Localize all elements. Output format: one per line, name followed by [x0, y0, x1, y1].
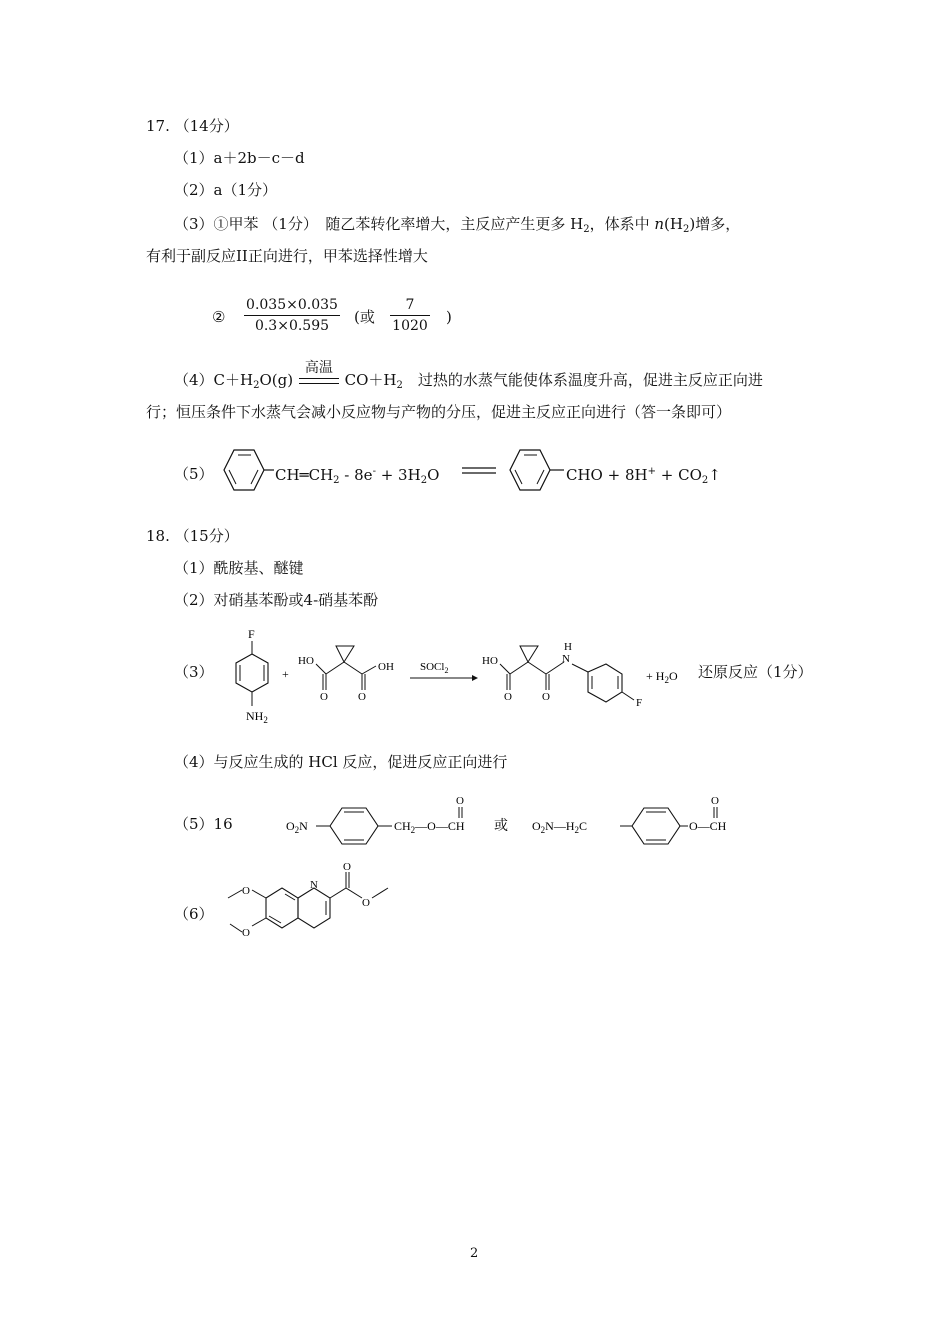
product-hydroxy-label: HO	[482, 655, 498, 667]
ester-carbonyl-O: O	[343, 861, 351, 873]
ester-O: O	[362, 897, 370, 909]
q18-part3-reaction-type: 还原反应（1分）	[698, 663, 813, 681]
q17-fraction-1: 0.035×0.035 0.3×0.595	[244, 297, 340, 334]
q18-part5-label: （5）16	[174, 815, 233, 833]
formate-chain-2: O—CH	[689, 819, 727, 833]
ester-chain-1: $CH_2—O—CH$	[394, 819, 465, 835]
benzene-ring-benzaldehyde	[500, 446, 564, 496]
hydroxy-label-2: OH	[378, 661, 394, 673]
benzene-ring-styrene	[214, 446, 274, 496]
amino-label: $NH_2$	[246, 709, 268, 725]
q17-part4-line1: $(4)C+H_2O(g)$ 高温 $CO+H_2$ 过热的水蒸气能使体系温度升高，促进主反应正向进	[174, 360, 763, 391]
methoxy-O-1: O	[242, 885, 250, 897]
q18-part1: （1）酰胺基、醚键	[174, 559, 304, 577]
q18-header: 18. （15分）	[146, 527, 239, 545]
amide-N-label: N	[562, 653, 570, 665]
q18-part4: （4）与反应生成的 HCl 反应，促进反应正向进行	[174, 753, 508, 771]
q18-part6-label: （6）	[174, 905, 214, 923]
product-carbonyl-O-1: O	[504, 691, 512, 703]
carbonyl-O-1: O	[320, 691, 328, 703]
q17-part5-equation-right: CHO + $8H^+ + CO_2↑$	[566, 466, 721, 486]
formate-O-2: O	[711, 795, 719, 807]
q18-part3-label: （3）	[174, 663, 214, 681]
q17-part3-line2: 有利于副反应II正向进行，甲苯选择性增大	[146, 247, 428, 265]
q18-part2: （2）对硝基苯酚或4-硝基苯酚	[174, 591, 379, 609]
q17-part4-line2: 行；恒压条件下水蒸气会减小反应物与产物的分压，促进主反应正向进行（答一条即可）	[146, 403, 732, 421]
reagent-label: SOCl$_2$	[420, 661, 449, 675]
product-fluoro-label: F	[636, 697, 643, 709]
page-number: 2	[470, 1246, 479, 1261]
plus-sign: +	[282, 667, 289, 681]
water-product: + $H_2O$	[646, 669, 678, 685]
q17-part5-label: （5）	[174, 465, 214, 483]
q17-part3-line1: （3）①甲苯 （1分） 随乙苯转化率增大，主反应产生更多 $H_2$，体系中 $n(H_2)$增多，	[174, 215, 741, 235]
equals-sign	[462, 466, 498, 476]
methoxy-O-2: O	[242, 927, 250, 939]
q17-condition-sign: 高温	[298, 370, 340, 390]
fluoro-label: F	[248, 627, 255, 641]
q17-circle2: ②	[212, 308, 226, 326]
q17-header: 17. （14分）	[146, 117, 239, 135]
q18-part6-quinoline-structure	[222, 858, 432, 950]
q17-part2: （2）a（1分）	[174, 181, 278, 199]
hydroxy-label-1: HO	[298, 655, 314, 667]
q17-or-close: )	[446, 308, 452, 326]
amide-H-label: H	[564, 641, 572, 653]
quinoline-N: N	[310, 879, 318, 891]
or-word: 或	[494, 819, 508, 834]
formate-O-1: O	[456, 795, 464, 807]
nitro-label-2: $O_2N—H_2C$	[532, 819, 588, 835]
nitro-label-1: $O_2N$	[286, 819, 308, 835]
q17-part5-equation-left: $CH═CH_2 - 8e^- + 3H_2O$	[275, 466, 440, 486]
carbonyl-O-2: O	[358, 691, 366, 703]
product-carbonyl-O-2: O	[542, 691, 550, 703]
q17-or-open: (或	[354, 308, 375, 326]
q18-part5-isomers	[284, 790, 744, 850]
q17-fraction-2: 7 1020	[390, 297, 430, 334]
q17-part1: （1）a＋2b－c－d	[174, 149, 305, 167]
